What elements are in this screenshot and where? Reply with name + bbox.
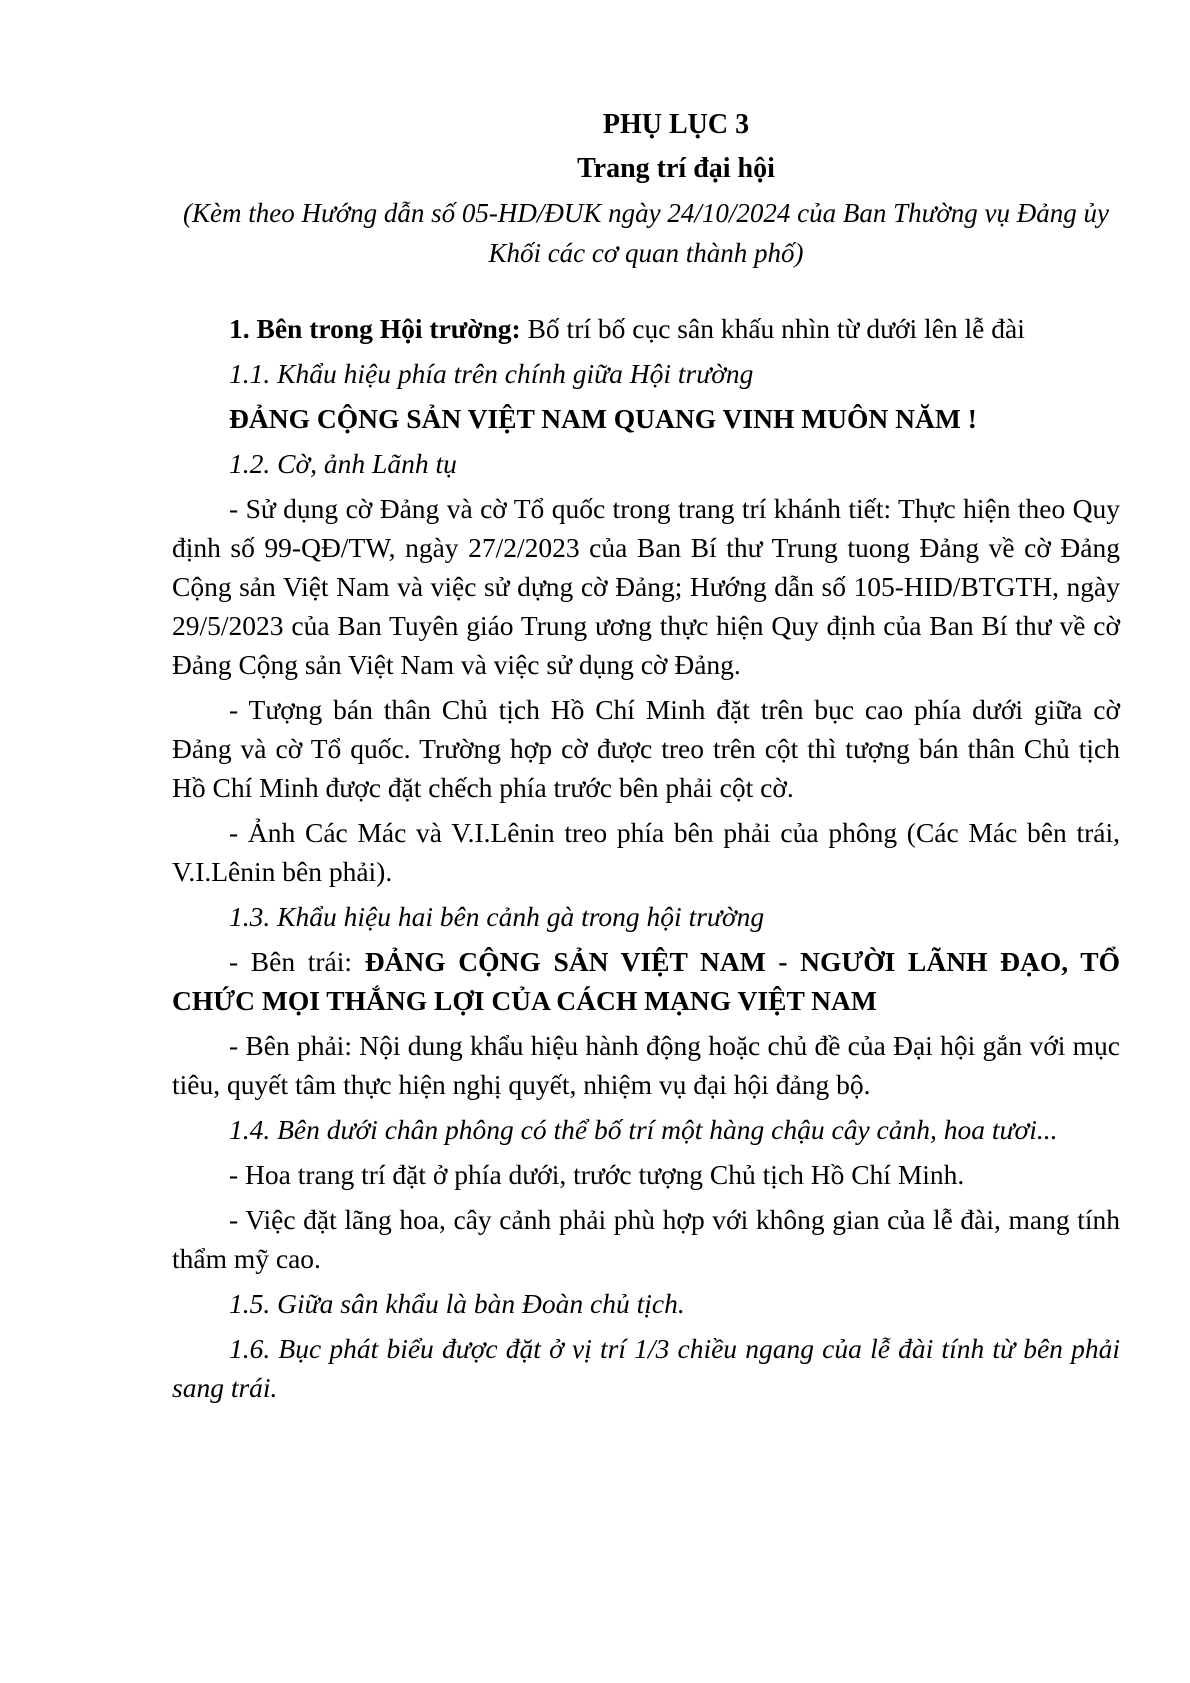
section-1-5-title: 1.5. Giữa sân khẩu là bàn Đoàn chủ tịch. [229,1288,685,1319]
section-1-2-paragraph-2: - Tượng bán thân Chủ tịch Hồ Chí Minh đặt trên bục cao phía dưới giữa cờ Đảng và cờ Tổ quốc. Trường hợp cờ được treo trên cột thì tượng bán thân Chủ tịch Hồ Chí Minh được đặt chếch phía trước bên phải cột cờ. [172,694,1120,803]
left-slogan: ĐẢNG CỘNG SẢN VIỆT NAM - NGƯỜI LÃNH ĐẠO, TỔ CHỨC MỌI THẮNG LỢI CỦA CÁCH MẠNG VIỆT NAM [172,946,1120,1016]
section-1-heading [172,309,1120,348]
section-1-4-title: 1.4. Bên dưới chân phông có thể bố trí một hàng chậu cây cảnh, hoa tươi... [229,1114,1058,1145]
section-1-2-paragraph-1: - Sử dụng cờ Đảng và cờ Tổ quốc trong trang trí khánh tiết: Thực hiện theo Quy định số 99-QĐ/TW, ngày 27/2/2023 của Ban Bí thư Trung tuong Đảng về cờ Đảng Cộng sản Việt Nam và việc sử dựng cờ Đảng; Hướng dẫn số 105-HID/BTGTH, ngày 29/5/2023 của Ban Tuyên giáo Trung ương thực hiện Quy định của Ban Bí thư về cờ Đảng Cộng sản Việt Nam và việc sử dụng cờ Đảng. [172,493,1120,680]
section-1-heading-text: Bố trí bố cục sân khấu nhìn từ dưới lên lễ đài [520,313,1025,344]
section-1-2-paragraph-3: - Ảnh Các Mác và V.I.Lênin treo phía bên phải của phông (Các Mác bên trái, V.I.Lênin bên phải). [172,817,1120,887]
section-1-2-title: 1.2. Cờ, ảnh Lãnh tụ [229,448,457,479]
section-1-3-left [172,942,1120,1020]
document-page [172,105,1120,1407]
section-1-1-title: 1.1. Khẩu hiệu phía trên chính giữa Hội trường [229,358,754,389]
section-1-4-paragraph-1: - Hoa trang trí đặt ở phía dưới, trước tượng Chủ tịch Hồ Chí Minh. [229,1159,965,1190]
section-1-4-paragraph-2: - Việc đặt lãng hoa, cây cảnh phải phù hợp với không gian của lễ đài, mang tính thẩm mỹ cao. [172,1204,1120,1274]
section-1-heading-bold: 1. Bên trong Hội trường: [229,313,521,344]
section-1-6-title: 1.6. Bục phát biểu được đặt ở vị trí 1/3 chiều ngang của lễ đài tính từ bên phải sang trái. [172,1333,1120,1403]
main-slogan: ĐẢNG CỘNG SẢN VIỆT NAM QUANG VINH MUÔN NĂM ! [229,403,977,434]
appendix-subtitle: Trang trí đại hội [577,153,775,184]
appendix-title: PHỤ LỤC 3 [602,109,750,140]
appendix-note: (Kèm theo Hướng dẫn số 05-HD/ĐUK ngày 24/10/2024 của Ban Thường vụ Đảng ủy Khối các cơ quan thành phố) [183,198,1109,268]
left-slogan-prefix: - Bên trái: [229,946,365,977]
section-1-3-right: - Bên phải: Nội dung khẩu hiệu hành động hoặc chủ đề của Đại hội gắn với mục tiêu, quyết tâm thực hiện nghị quyết, nhiệm vụ đại hội đảng bộ. [172,1030,1120,1100]
section-1-3-title: 1.3. Khẩu hiệu hai bên cảnh gà trong hội trường [229,901,765,932]
